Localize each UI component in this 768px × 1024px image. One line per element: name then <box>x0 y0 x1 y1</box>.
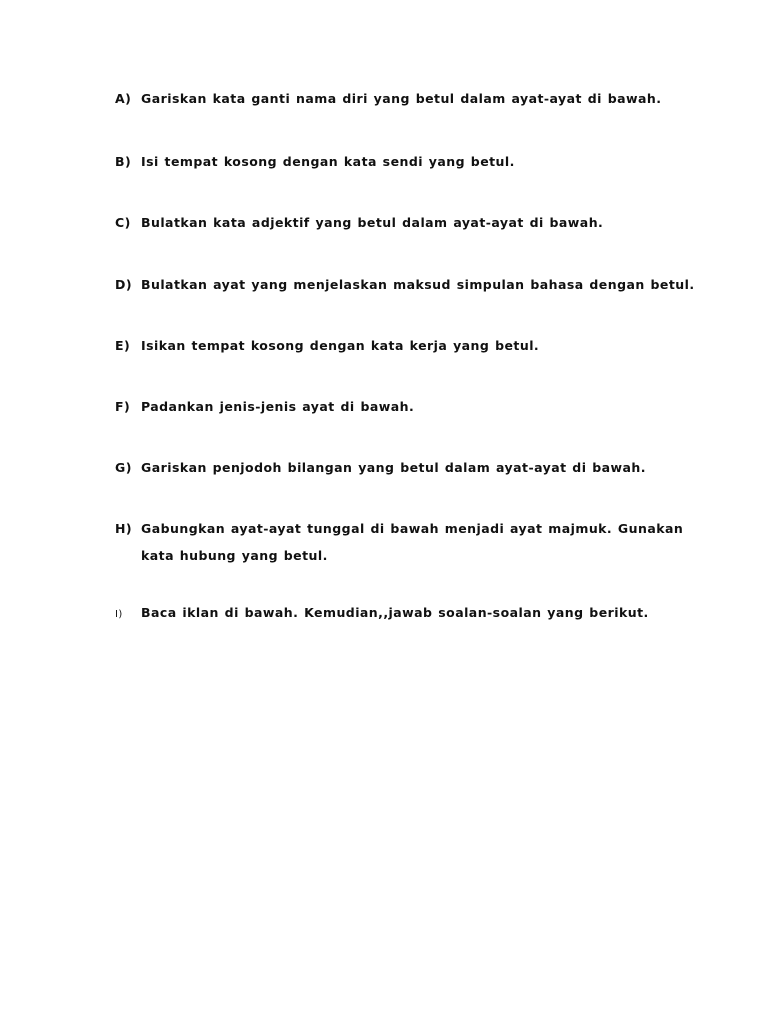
instruction-label: G) <box>115 460 132 475</box>
instruction-e <box>115 332 685 359</box>
instruction-text: Bulatkan kata adjektif yang betul dalam ayat-ayat di bawah. <box>141 215 604 230</box>
instruction-f <box>115 393 685 420</box>
instruction-text: Isikan tempat kosong dengan kata kerja yang betul. <box>141 338 540 353</box>
instruction-text: Padankan jenis-jenis ayat di bawah. <box>141 399 415 414</box>
instruction-label: E) <box>115 338 131 353</box>
instruction-text: Gariskan kata ganti nama diri yang betul dalam ayat-ayat di bawah. <box>141 91 662 106</box>
instruction-text: Bulatkan ayat yang menjelaskan maksud simpulan bahasa dengan betul. <box>141 277 695 292</box>
instruction-g <box>115 454 685 481</box>
instruction-label: C) <box>115 215 131 230</box>
instruction-text: Gabungkan ayat-ayat tunggal di bawah menjadi ayat majmuk. Gunakan <box>141 521 684 536</box>
instruction-text: Gariskan penjodoh bilangan yang betul dalam ayat-ayat di bawah. <box>141 460 646 475</box>
instruction-text-continuation: kata hubung yang betul. <box>141 548 328 563</box>
instruction-h <box>115 515 685 569</box>
instruction-text: Baca iklan di bawah. Kemudian,,jawab soalan-soalan yang berikut. <box>141 605 649 620</box>
instruction-i <box>115 599 685 628</box>
instruction-c <box>115 209 685 236</box>
instruction-d <box>115 271 695 298</box>
instruction-label: B) <box>115 154 132 169</box>
instruction-label: A) <box>115 91 132 106</box>
instruction-label: F) <box>115 399 131 414</box>
instruction-label: H) <box>115 521 133 536</box>
instruction-b <box>115 148 685 175</box>
instruction-a <box>115 85 685 112</box>
instruction-text: Isi tempat kosong dengan kata sendi yang betul. <box>141 154 515 169</box>
instruction-label: I) <box>115 609 123 620</box>
instruction-label: D) <box>115 277 132 292</box>
